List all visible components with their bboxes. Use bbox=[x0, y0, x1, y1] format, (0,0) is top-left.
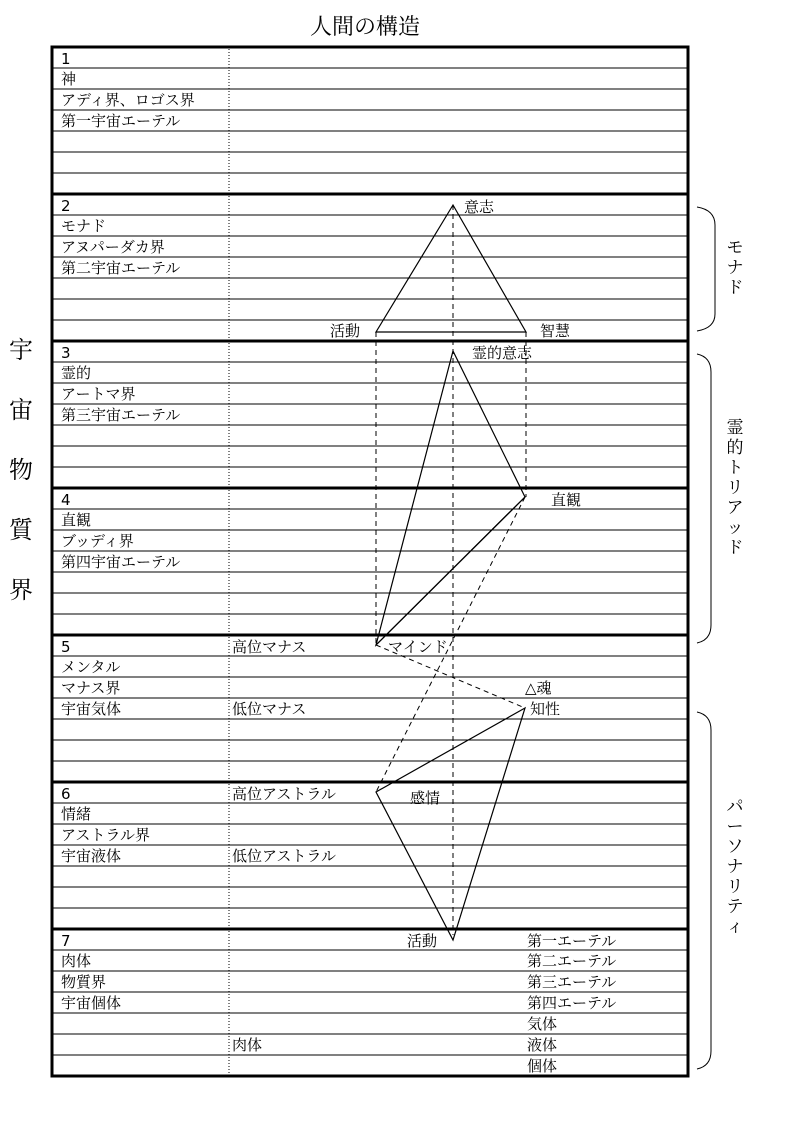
mind-label: マインド bbox=[388, 638, 448, 656]
physical-body-label: 肉体 bbox=[232, 1036, 263, 1054]
higher-astral-label: 高位アストラル bbox=[232, 785, 336, 803]
braces bbox=[697, 207, 715, 1069]
plane-3-line: アートマ界 bbox=[61, 385, 136, 403]
ether-item: 第四エーテル bbox=[527, 994, 617, 1012]
plane-3-line: 霊的 bbox=[61, 364, 92, 382]
vert-char: 霊 bbox=[726, 418, 744, 438]
plane-2-line: アヌパーダカ界 bbox=[61, 238, 165, 256]
plane-4-line: 第四宇宙エーテル bbox=[61, 553, 181, 571]
plane-3-line: 第三宇宙エーテル bbox=[61, 406, 181, 424]
vert-char: リ bbox=[726, 877, 744, 897]
triad-triangle bbox=[376, 351, 525, 645]
intuition-label: 直観 bbox=[551, 491, 582, 509]
ether-item: 気体 bbox=[527, 1015, 558, 1033]
plane-7-number: 7 bbox=[61, 932, 71, 950]
plane-1-number: 1 bbox=[61, 50, 71, 68]
plane-2-line: モナド bbox=[61, 217, 107, 235]
left-char: 物 bbox=[9, 456, 33, 484]
will-label: 意志 bbox=[464, 198, 495, 216]
page-title: 人間の構造 bbox=[309, 15, 420, 40]
plane-1-line: 第一宇宙エーテル bbox=[61, 112, 181, 130]
left-char: 界 bbox=[9, 576, 33, 604]
intellect-label: 知性 bbox=[530, 700, 561, 718]
vert-char: モ bbox=[726, 238, 744, 258]
vert-char: リ bbox=[726, 478, 744, 498]
left-char: 質 bbox=[9, 516, 33, 544]
vert-char: ド bbox=[726, 278, 744, 298]
left-char: 宇 bbox=[9, 336, 33, 364]
spiritual-will-label: 霊的意志 bbox=[472, 344, 533, 362]
plane-4-number: 4 bbox=[61, 491, 71, 509]
plane-6-line: 情緒 bbox=[61, 805, 92, 823]
vert-char: ソ bbox=[726, 837, 744, 857]
cosmic-physical-plane-label bbox=[6, 337, 36, 637]
plane-7-line: 物質界 bbox=[61, 973, 107, 991]
soul-label: △魂 bbox=[525, 679, 552, 697]
vert-char: ナ bbox=[726, 258, 744, 278]
ether-item: 第二エーテル bbox=[527, 952, 617, 970]
activity-monad-label: 活動 bbox=[330, 322, 361, 340]
plane-7-line: 宇宙個体 bbox=[61, 994, 122, 1012]
plane-6-line: アストラル界 bbox=[61, 826, 150, 844]
wisdom-label: 智慧 bbox=[540, 322, 571, 340]
plane-6-line: 宇宙液体 bbox=[61, 847, 122, 865]
monad-triangle bbox=[376, 205, 526, 332]
personality-brace bbox=[697, 712, 711, 1069]
emotion-label: 感情 bbox=[410, 789, 441, 807]
ether-item: 個体 bbox=[527, 1057, 558, 1075]
vert-char: ナ bbox=[726, 857, 744, 877]
plane-4-line: 直観 bbox=[61, 511, 92, 529]
vert-char: ト bbox=[726, 458, 744, 478]
ether-item: 第一エーテル bbox=[527, 932, 617, 950]
plane-2-line: 第二宇宙エーテル bbox=[61, 259, 181, 277]
vert-char: ア bbox=[726, 498, 744, 518]
triad-bracket-label bbox=[724, 418, 746, 558]
vert-char: ド bbox=[726, 538, 744, 558]
plane-3-number: 3 bbox=[61, 344, 71, 362]
personality-bracket-label bbox=[724, 797, 746, 937]
vert-char: ー bbox=[726, 817, 744, 837]
left-char: 宙 bbox=[9, 396, 33, 424]
lower-manas-label: 低位マナス bbox=[232, 700, 307, 718]
vert-char: ッ bbox=[726, 518, 744, 538]
plane-6-number: 6 bbox=[61, 785, 71, 803]
vert-char: パ bbox=[726, 797, 744, 817]
plane-5-line: 宇宙気体 bbox=[61, 700, 122, 718]
triad-brace bbox=[697, 354, 711, 643]
vert-char: テ bbox=[726, 897, 744, 917]
monad-bracket-label bbox=[724, 238, 746, 298]
vert-char: 的 bbox=[726, 438, 744, 458]
plane-7-line: 肉体 bbox=[61, 952, 92, 970]
plane-1-line: 神 bbox=[61, 70, 77, 88]
monad-brace bbox=[697, 207, 715, 331]
ether-item: 第三エーテル bbox=[527, 973, 617, 991]
plane-2-number: 2 bbox=[61, 197, 71, 215]
plane-5-number: 5 bbox=[61, 638, 71, 656]
activity-physical-label: 活動 bbox=[407, 932, 438, 950]
plane-1-line: アディ界、ロゴス界 bbox=[61, 91, 195, 109]
vert-char: ィ bbox=[726, 917, 744, 937]
higher-manas-label: 高位マナス bbox=[232, 638, 307, 656]
plane-5-line: マナス界 bbox=[61, 679, 121, 697]
plane-4-line: ブッディ界 bbox=[61, 532, 134, 550]
lower-astral-label: 低位アストラル bbox=[232, 847, 336, 865]
ether-item: 液体 bbox=[527, 1036, 558, 1054]
plane-5-line: メンタル bbox=[61, 658, 121, 676]
